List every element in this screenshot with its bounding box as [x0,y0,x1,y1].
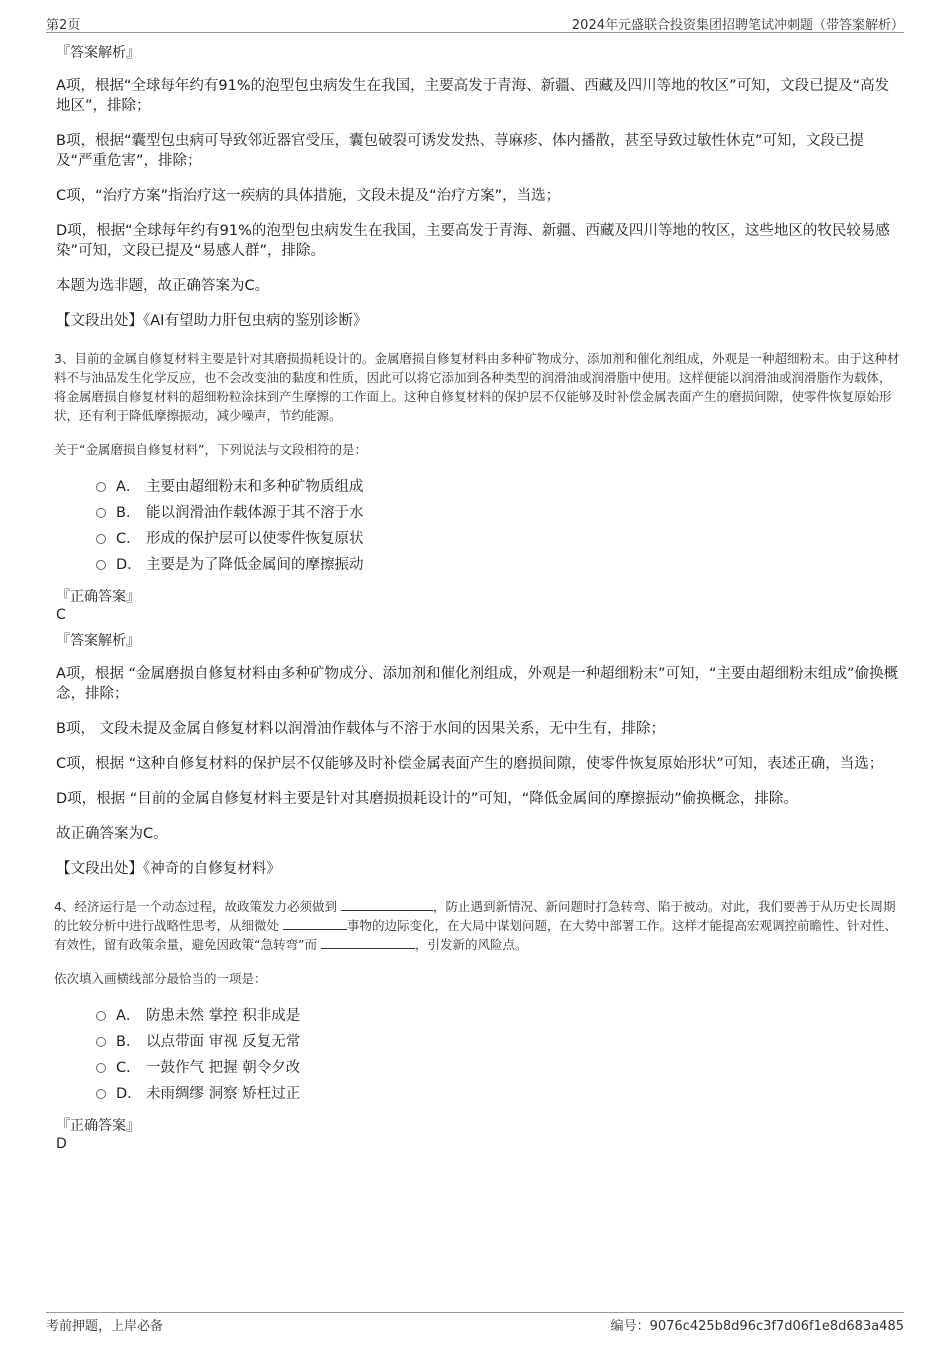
radio-button-icon[interactable] [96,508,106,518]
option-letter: B． [116,505,141,521]
option-text: 以点带面 审视 反复无常 [146,1034,301,1050]
page-content [56,44,900,1161]
radio-button-icon[interactable] [96,560,106,570]
fill-blank-1 [341,898,433,911]
option-letter: C． [116,1060,141,1076]
document-title: 2024年元盛联合投资集团招聘笔试冲刺题（带答案解析） [571,18,904,33]
source-citation: 【文段出处】《AI有望助力肝包虫病的鉴别诊断》 [56,313,368,329]
option-letter: A． [116,1008,141,1024]
option-text: 主要由超细粉末和多种矿物质组成 [146,479,364,495]
document-id: 编号：9076c425b8d96c3f7d06f1e8d683a485 [610,1319,904,1334]
option-letter: B． [116,1034,141,1050]
page-number: 第2页 [46,18,81,33]
analysis-paragraph: B项，根据“囊型包虫病可导致邻近器官受压，囊包破裂可诱发发热、荨麻疹、体内播散，甚至导致过敏性休克”可知，文段已提及“严重危害”，排除； [56,133,864,169]
question-text-part: ，防止遇到新情况、新问题时打急转弯、陷于被动。对此，我们要善于从历史长周期的比较分析中进行战略性思考，从细微处 [54,899,896,933]
option-text: 能以润滑油作载体源于其不溶于水 [146,505,364,521]
analysis-conclusion: 本题为选非题，故正确答案为C。 [56,278,270,294]
source-citation: 【文段出处】《神奇的自修复材料》 [56,861,281,877]
option-text: 未雨绸缪 洞察 矫枉过正 [146,1086,301,1102]
analysis-paragraph: C项，根据 “这种自修复材料的保护层不仅能够及时补偿金属表面产生的磨损间隙，使零件恢复原始形状”可知，表述正确，当选； [56,756,884,772]
question-4-prompt: 依次填入画横线部分最恰当的一项是： [54,971,267,986]
analysis-conclusion: 故正确答案为C。 [56,826,168,842]
analysis-label: 『答案解析』 [56,633,140,649]
option-c[interactable] [96,1055,900,1081]
analysis-paragraph: A项，根据 “金属磨损自修复材料由多种矿物成分、添加剂和催化剂组成，外观是一种超细粉末”可知，“主要由超细粉末组成”偷换概念，排除； [56,666,899,702]
radio-button-icon[interactable] [96,1063,106,1073]
correct-answer-label: 『正确答案』 [56,589,140,605]
option-text: 形成的保护层可以使零件恢复原状 [146,531,364,547]
fill-blank-3 [321,936,415,949]
question-4-text [54,897,900,954]
question-text-part: ，引发新的风险点。 [414,937,528,952]
question-text-part: 4、经济运行是一个动态过程，故政策发力必须做到 [54,899,341,914]
question-4-options [96,1003,900,1107]
page-header [46,14,904,33]
correct-answer-label: 『正确答案』 [56,1118,140,1134]
option-b[interactable] [96,500,900,526]
analysis-paragraph: B项， 文段未提及金属自修复材料以润滑油作载体与不溶于水间的因果关系，无中生有，排除； [56,721,666,737]
analysis-paragraph: D项，根据“全球每年约有91%的泡型包虫病发生在我国，主要高发于青海、新疆、西藏及四川等地的牧区，这些地区的牧民较易感染”可知，文段已提及“易感人群”，排除。 [56,223,890,259]
question-3-options [96,474,900,578]
radio-button-icon[interactable] [96,1037,106,1047]
radio-button-icon[interactable] [96,482,106,492]
option-letter: D． [116,557,142,573]
option-text: 防患未然 掌控 积非成是 [146,1008,301,1024]
question-3-text: 3、目前的金属自修复材料主要是针对其磨损损耗设计的。金属磨损自修复材料由多种矿物成分、添加剂和催化剂组成，外观是一种超细粉末。由于这种材料不与油品发生化学反应，也不会改变油的黏度和性质，因此可以将它添加到各种类型的润滑油或润滑脂中使用。这样便能以润滑油或润滑脂作为载体，将金属磨损自修复材料的超细粉粒涂抹到产生摩擦的工作面上。这种自修复材料的保护层不仅能够及时补偿金属表面产生的磨损间隙，使零件恢复原始形状，还有利于降低摩擦振动，减少噪声，节约能源。 [54,351,900,423]
page-footer [46,1312,904,1333]
option-letter: C． [116,531,141,547]
question-text-part: 事物的边际变化，在大局中谋划问题，在大势中部署工作。这样才能提高宏观调控前瞻性、针对性、有效性，留有政策余量，避免因政策“急转弯”而 [54,918,897,952]
correct-answer: D [56,1136,67,1152]
option-d[interactable] [96,552,900,578]
analysis-paragraph: C项，“治疗方案”指治疗这一疾病的具体措施，文段未提及“治疗方案”，当选； [56,188,561,204]
option-text: 主要是为了降低金属间的摩擦振动 [146,557,364,573]
radio-button-icon[interactable] [96,1089,106,1099]
option-c[interactable] [96,526,900,552]
fill-blank-2 [283,917,347,930]
option-letter: D． [116,1086,142,1102]
option-a[interactable] [96,474,900,500]
analysis-label: 『答案解析』 [56,45,140,61]
radio-button-icon[interactable] [96,1011,106,1021]
option-text: 一鼓作气 把握 朝令夕改 [146,1060,301,1076]
option-b[interactable] [96,1029,900,1055]
correct-answer: C [56,607,66,623]
radio-button-icon[interactable] [96,534,106,544]
analysis-paragraph: D项，根据 “目前的金属自修复材料主要是针对其磨损损耗设计的”可知，“降低金属间的摩擦振动”偷换概念，排除。 [56,791,798,807]
option-letter: A． [116,479,141,495]
option-a[interactable] [96,1003,900,1029]
question-3-prompt: 关于“金属磨损自修复材料”，下列说法与文段相符的是： [54,442,367,457]
option-d[interactable] [96,1081,900,1107]
footer-slogan: 考前押题，上岸必备 [46,1319,164,1334]
analysis-paragraph: A项，根据“全球每年约有91%的泡型包虫病发生在我国，主要高发于青海、新疆、西藏及四川等地的牧区”可知，文段已提及“高发地区”，排除； [56,78,890,114]
